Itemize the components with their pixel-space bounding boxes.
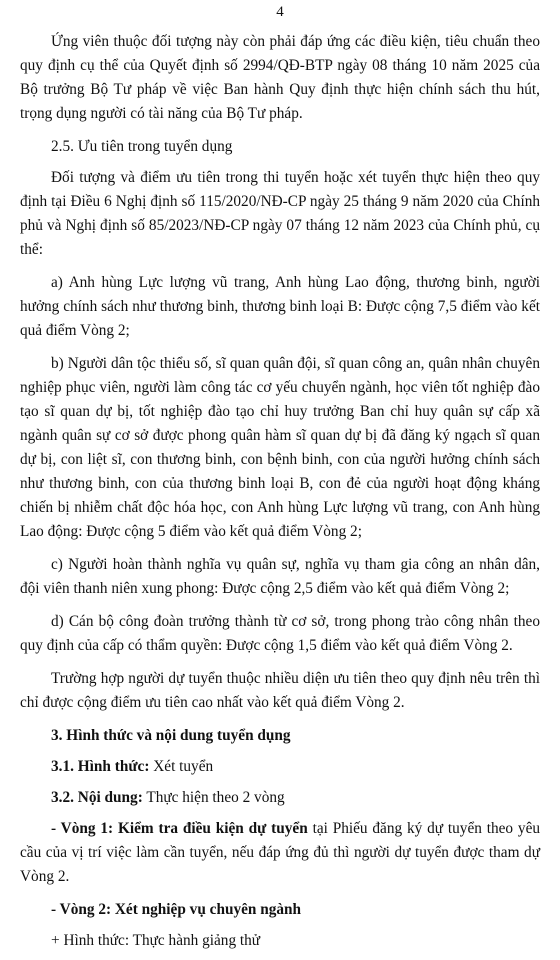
round-1-label: - Vòng 1: Kiểm tra điều kiện dự tuyển [51, 820, 308, 837]
heading-2-5-priority: 2.5. Ưu tiên trong tuyển dụng [51, 138, 233, 155]
content-label: 3.2. Nội dung: [51, 789, 143, 806]
content-value: Thực hiện theo 2 vòng [142, 789, 285, 806]
form-value: Xét tuyển [149, 758, 214, 775]
recruitment-form [20, 755, 540, 779]
paragraph-talent-conditions: Ứng viên thuộc đối tượng này còn phải đáp ứng các điều kiện, tiêu chuẩn theo quy định cụ thể của Quyết định số 2994/QĐ-BTP ngày 08 tháng 10 năm 2025 của Bộ trưởng Bộ Tư pháp về việc Ban hành Quy định thực hiện chính sách thu hút, trọng dụng người có tài năng của Bộ Tư pháp. [20, 33, 540, 122]
paragraph-priority-basis: Đối tượng và điểm ưu tiên trong thi tuyển hoặc xét tuyển thực hiện theo quy định tại Điều 6 Nghị định số 115/2020/NĐ-CP ngày 25 tháng 9 năm 2020 của Chính phủ và Nghị định số 85/2023/NĐ-CP ngày 07 tháng 12 năm 2023 của Chính phủ, cụ thể: [20, 169, 540, 258]
round-2-form: + Hình thức: Thực hành giảng thử [51, 932, 261, 949]
priority-item-d: d) Cán bộ công đoàn trưởng thành từ cơ sở, trong phong trào công nhân theo quy định của cấp có thẩm quyền: Được cộng 1,5 điểm vào kết quả điểm Vòng 2. [20, 613, 540, 654]
form-label: 3.1. Hình thức: [51, 758, 150, 775]
priority-item-b: b) Người dân tộc thiểu số, sĩ quan quân đội, sĩ quan công an, quân nhân chuyên nghiệp phục viên, người làm công tác cơ yếu chuyển ngành, học viên tốt nghiệp đào tạo sĩ quan dự bị, tốt nghiệp đào tạo chỉ huy trưởng Ban chỉ huy quân sự cấp xã ngành quân sự cơ sở được phong quân hàm sĩ quan dự bị đã đăng ký ngạch sĩ quan dự bị, con liệt sĩ, con thương binh, con bệnh binh, con của người hưởng chính sách như thương binh, con của thương binh loại B, con đẻ của người hoạt động kháng chiến bị nhiễm chất độc hóa học, con Anh hùng Lực lượng vũ trang, con Anh hùng Lao động: Được cộng 5 điểm vào kết quả điểm Vòng 2; [20, 355, 540, 540]
document-body [20, 30, 540, 960]
heading-3-recruitment: 3. Hình thức và nội dung tuyển dụng [51, 727, 291, 744]
page-number: 4 [276, 4, 284, 20]
round-1 [20, 817, 540, 889]
round-1-text: tại Phiếu đăng ký dự tuyển theo yêu cầu của vị trí việc làm cần tuyển, nếu đáp ứng đủ thì người dự tuyển được tham dự Vòng 2. [20, 820, 541, 885]
paragraph-multiple-priority: Trường hợp người dự tuyển thuộc nhiều diện ưu tiên theo quy định nêu trên thì chỉ được cộng điểm ưu tiên cao nhất vào kết quả điểm Vòng 2. [20, 670, 540, 711]
priority-item-c: c) Người hoàn thành nghĩa vụ quân sự, nghĩa vụ tham gia công an nhân dân, đội viên thanh niên xung phong: Được cộng 2,5 điểm vào kết quả điểm Vòng 2; [20, 556, 540, 597]
round-2-heading: - Vòng 2: Xét nghiệp vụ chuyên ngành [51, 901, 302, 918]
priority-item-a: a) Anh hùng Lực lượng vũ trang, Anh hùng Lao động, thương binh, người hưởng chính sách như thương binh, thương binh loại B: Được cộng 7,5 điểm vào kết quả điểm Vòng 2; [20, 274, 540, 339]
recruitment-content [20, 786, 540, 810]
